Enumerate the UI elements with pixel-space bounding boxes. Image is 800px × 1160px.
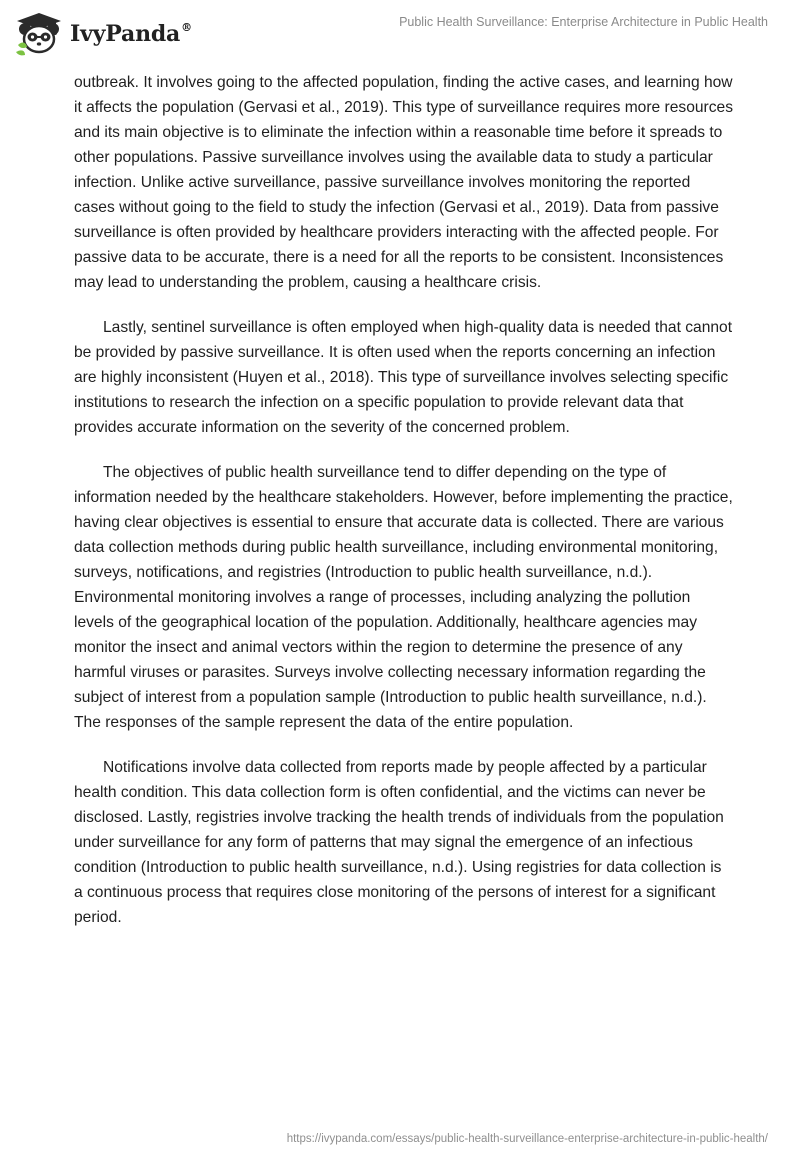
source-url-link[interactable]: https://ivypanda.com/essays/public-health-surveillance-enterprise-architecture-in-public-health/ [286,1133,768,1145]
document-title: Public Health Surveillance: Enterprise Architecture in Public Health [399,15,768,29]
paragraph: Notifications involve data collected from reports made by people affected by a particular health condition. This data collection form is often confidential, and the victims can never be disclosed. Lastly, registries involve tracking the health trends of individuals from the population under surveillance for any form of patterns that may signal the emergence of an infectious condition (Introduction to public health surveillance, n.d.). Using registries for data collection is a continuous process that requires close monitoring of the persons of interest for a significant period. [74,759,724,926]
page-header [0,0,800,68]
brand-name: IvyPanda® [70,21,192,47]
essay-body [74,70,734,950]
trademark-symbol: ® [181,21,192,34]
ivypanda-logo[interactable] [14,8,192,60]
paragraph: The objectives of public health surveillance tend to differ depending on the type of information needed by the healthcare stakeholders. However, before implementing the practice, having clear objectives is essential to ensure that accurate data is collected. There are various data collection methods during public health surveillance, including environmental monitoring, surveys, notifications, and registries (Introduction to public health surveillance, n.d.). Environmental monitoring involves a range of processes, including analyzing the pollution levels of the geographical location of the population. Additionally, healthcare agencies may monitor the insect and animal vectors within the region to determine the presence of any harmful viruses or parasites. Surveys involve collecting necessary information regarding the subject of interest from a population sample (Introduction to public health surveillance, n.d.). The responses of the sample represent the data of the entire population. [74,464,733,731]
panda-graduate-icon [14,11,64,57]
paragraph: outbreak. It involves going to the affected population, finding the active cases, and learning how it affects the population (Gervasi et al., 2019). This type of surveillance requires more resources and its main objective is to eliminate the infection within a reasonable time before it spreads to other populations. Passive surveillance involves using the available data to study a particular infection. Unlike active surveillance, passive surveillance involves monitoring the reported cases without going to the field to study the infection (Gervasi et al., 2019). Data from passive surveillance is often provided by healthcare providers interacting with the affected people. For passive data to be accurate, there is a need for all the reports to be consistent. Inconsistences may lead to understanding the problem, causing a healthcare crisis. [74,74,734,291]
paragraph: Lastly, sentinel surveillance is often employed when high-quality data is needed that cannot be provided by passive surveillance. It is often used when the reports concerning an infection are highly inconsistent (Huyen et al., 2018). This type of surveillance involves selecting specific institutions to research the infection on a specific population to provide relevant data that provides accurate information on the severity of the concerned problem. [74,319,733,436]
